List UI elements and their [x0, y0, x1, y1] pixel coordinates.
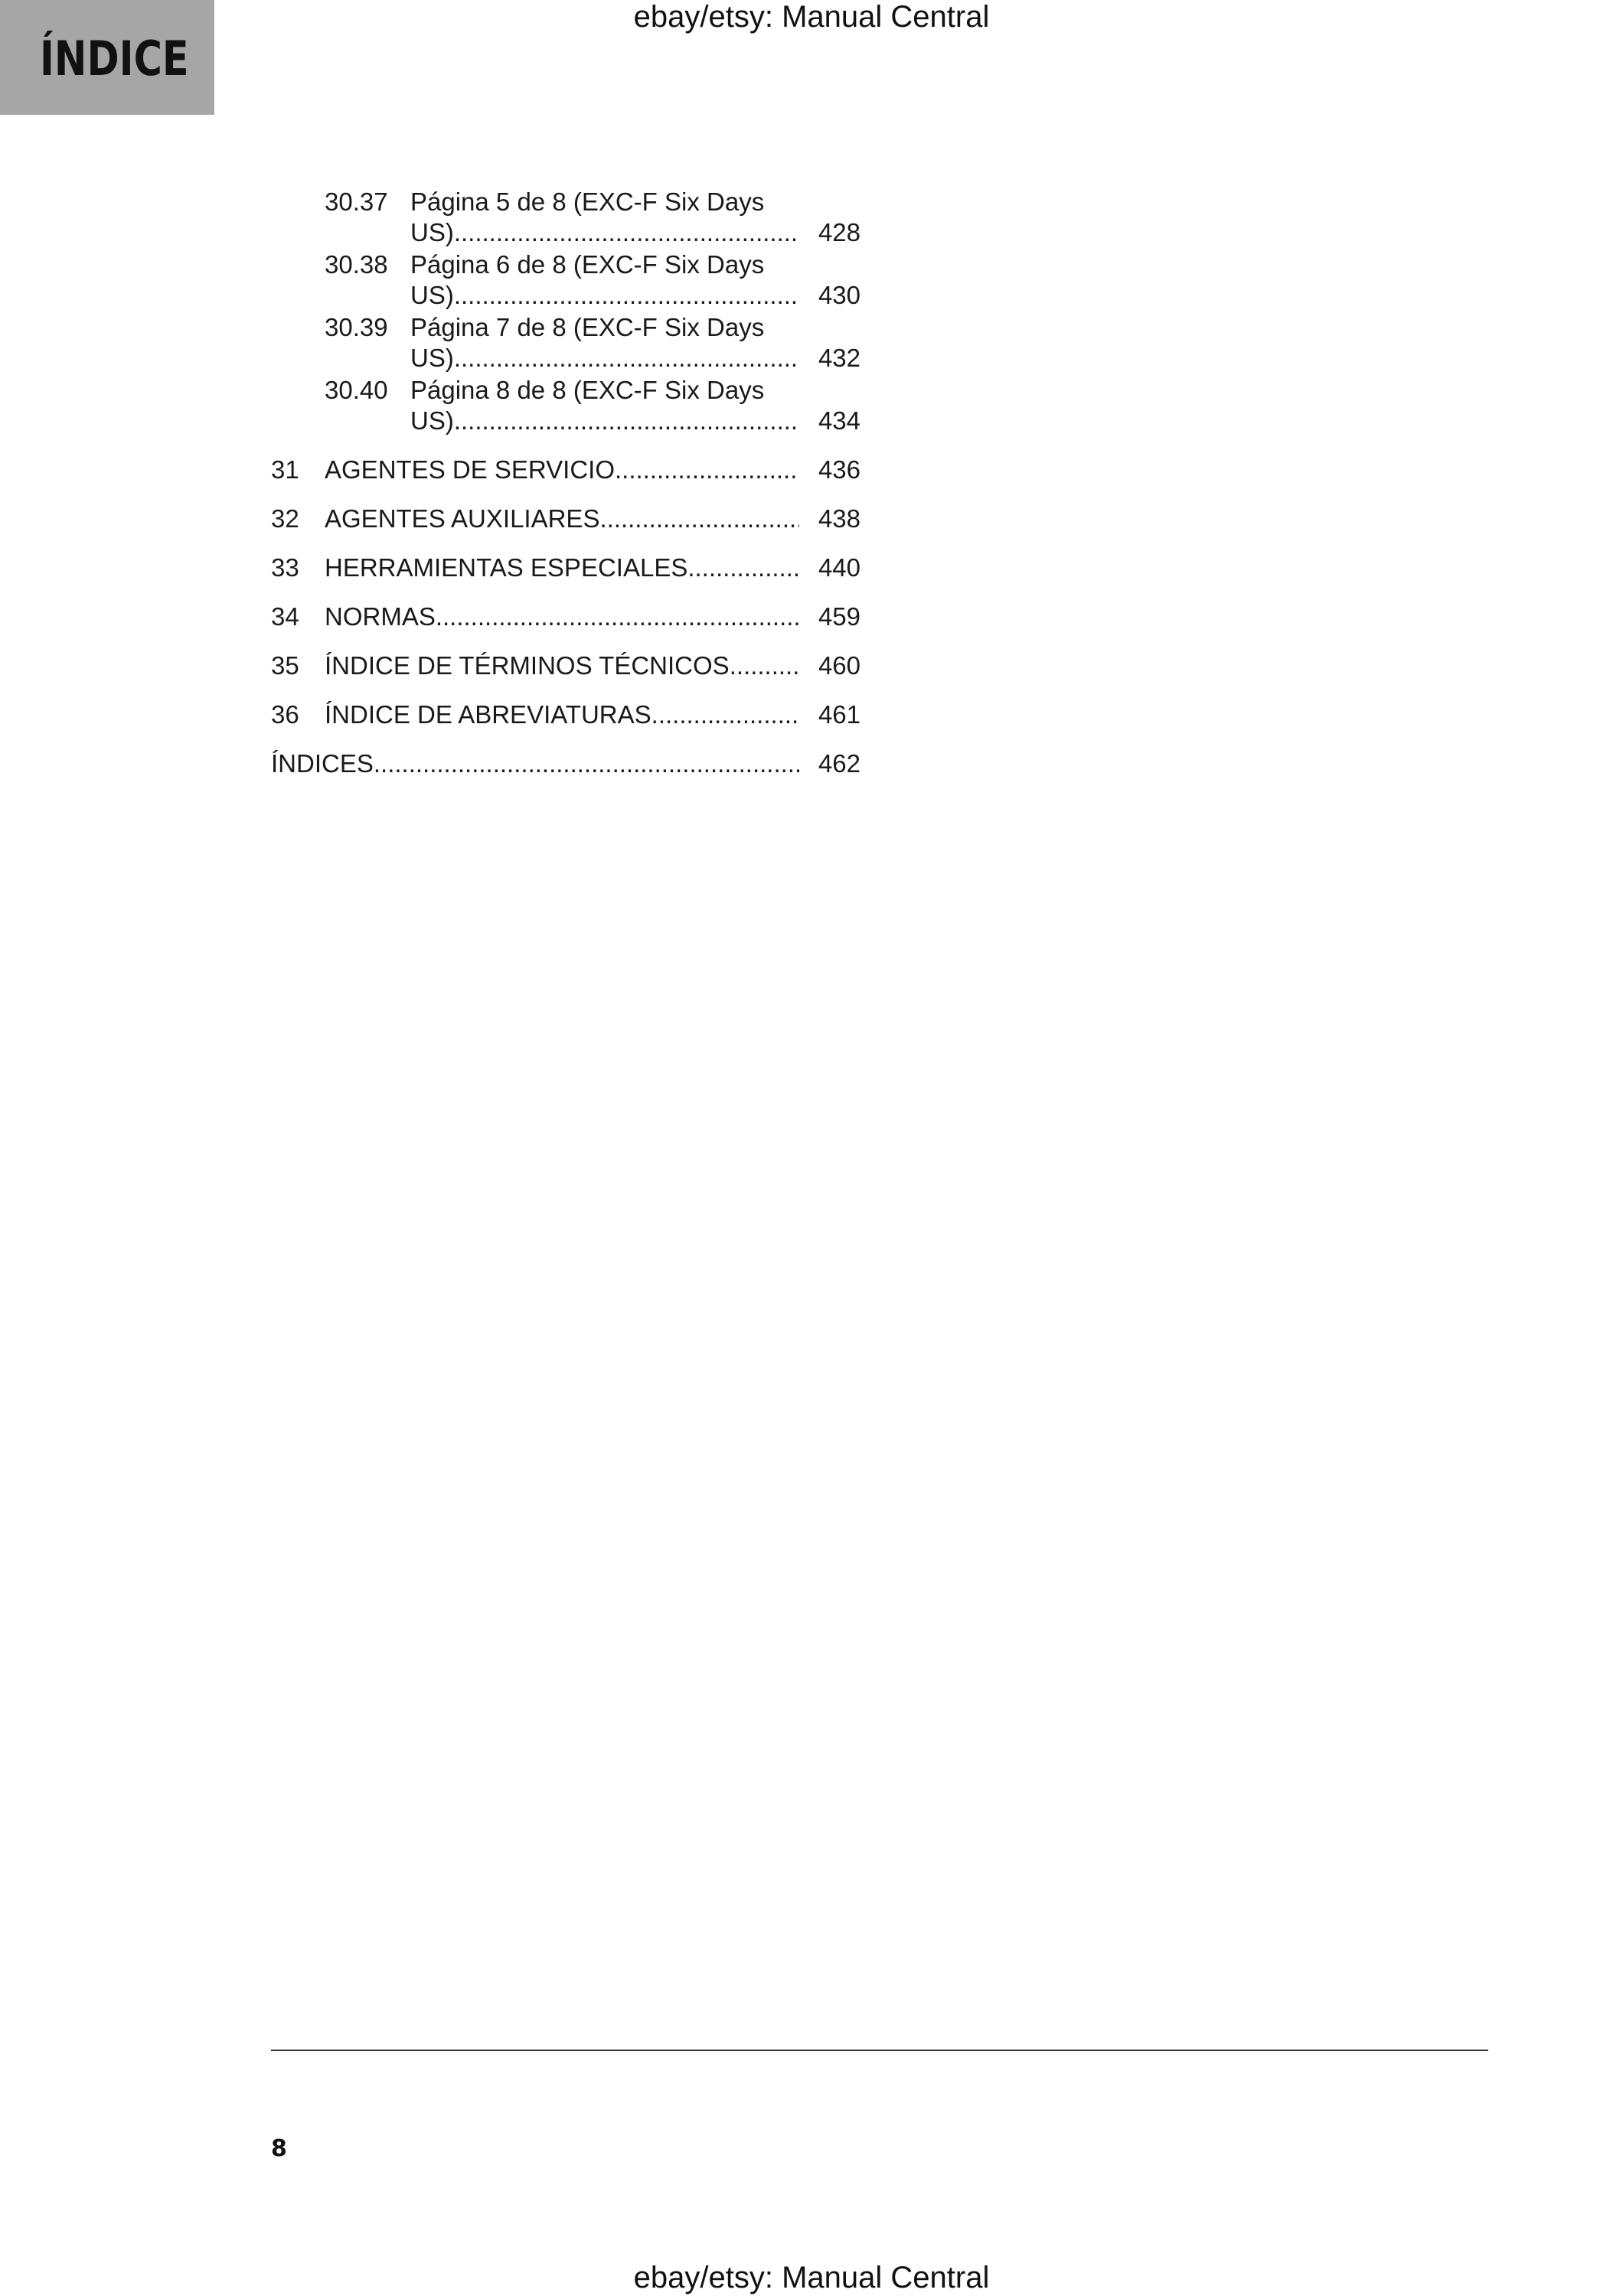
toc-chapter-entry[interactable]	[271, 553, 860, 583]
dot-leader	[599, 504, 799, 534]
toc-entry-page: 462	[818, 749, 860, 778]
toc-entry-title: AGENTES AUXILIARES	[325, 504, 600, 533]
toc-entry-title-cont: US)	[410, 344, 454, 372]
toc-entry-title-cont: US)	[410, 406, 454, 435]
toc-chapter-entry[interactable]	[271, 700, 860, 730]
dot-leader	[615, 455, 799, 485]
toc-chapter-entry[interactable]	[271, 602, 860, 632]
page-footer: ebay/etsy: Manual Central	[633, 2261, 990, 2294]
toc-entry-title: ÍNDICES	[271, 749, 374, 778]
toc-entry-title: ÍNDICE DE TÉRMINOS TÉCNICOS	[325, 651, 730, 680]
toc-entry-page: 438	[818, 504, 860, 533]
toc-entry-title: AGENTES DE SERVICIO	[325, 455, 615, 484]
toc-entry-page: 428	[818, 218, 860, 246]
toc-entry-title: HERRAMIENTAS ESPECIALES	[325, 553, 688, 582]
toc-sub-entry[interactable]	[271, 375, 860, 436]
section-tab-label: ÍNDICE	[40, 31, 189, 86]
toc-entry-page: 434	[818, 406, 860, 435]
toc-entry-number: 30.37	[325, 188, 388, 216]
toc-entry-title: Página 7 de 8 (EXC-F Six Days	[410, 313, 765, 341]
dot-leader	[687, 553, 799, 583]
toc-entry-title: ÍNDICE DE ABREVIATURAS	[325, 700, 651, 729]
toc-entry-title-cont: US)	[410, 281, 454, 309]
dot-leader	[730, 651, 799, 681]
toc-chapter-entry[interactable]	[271, 504, 860, 534]
toc-chapter-entry[interactable]	[271, 455, 860, 485]
toc-entry-title: Página 8 de 8 (EXC-F Six Days	[410, 376, 765, 404]
toc-entry-number: 34	[271, 602, 299, 631]
toc-sub-entry[interactable]	[271, 312, 860, 373]
toc-entry-number: 30.39	[325, 313, 388, 341]
toc-entry-number: 31	[271, 455, 299, 484]
dot-leader	[454, 280, 799, 311]
toc-sub-entry[interactable]	[271, 187, 860, 248]
toc-entry-page: 440	[818, 553, 860, 582]
toc-entry-title: NORMAS	[325, 602, 436, 631]
dot-leader	[651, 700, 799, 730]
toc-entry-page: 461	[818, 700, 860, 729]
toc-entry-page: 460	[818, 651, 860, 680]
toc-entry-number: 30.38	[325, 250, 388, 279]
toc-entry-page: 432	[818, 344, 860, 372]
page-number: 8	[271, 2135, 287, 2162]
dot-leader	[454, 217, 799, 248]
toc-entry-page: 436	[818, 455, 860, 484]
toc-entry-title: Página 6 de 8 (EXC-F Six Days	[410, 250, 765, 279]
dot-leader	[374, 748, 799, 779]
toc-entry-page: 459	[818, 602, 860, 631]
toc-sub-entry[interactable]	[271, 249, 860, 311]
toc-entry-number: 33	[271, 553, 299, 582]
dot-leader	[454, 343, 799, 373]
page-header: ebay/etsy: Manual Central	[633, 0, 990, 34]
toc-entry-number: 30.40	[325, 376, 388, 404]
table-of-contents	[271, 187, 860, 779]
toc-entry-title: Página 5 de 8 (EXC-F Six Days	[410, 188, 765, 216]
toc-entry-number: 36	[271, 700, 299, 729]
footer-divider	[271, 2050, 1488, 2051]
toc-chapter-entry[interactable]	[271, 651, 860, 681]
toc-index-entry[interactable]	[271, 748, 860, 779]
toc-entry-title-cont: US)	[410, 218, 454, 246]
toc-entry-number: 32	[271, 504, 299, 533]
toc-entry-page: 430	[818, 281, 860, 309]
dot-leader	[454, 406, 799, 436]
dot-leader	[436, 602, 799, 632]
toc-entry-number: 35	[271, 651, 299, 680]
